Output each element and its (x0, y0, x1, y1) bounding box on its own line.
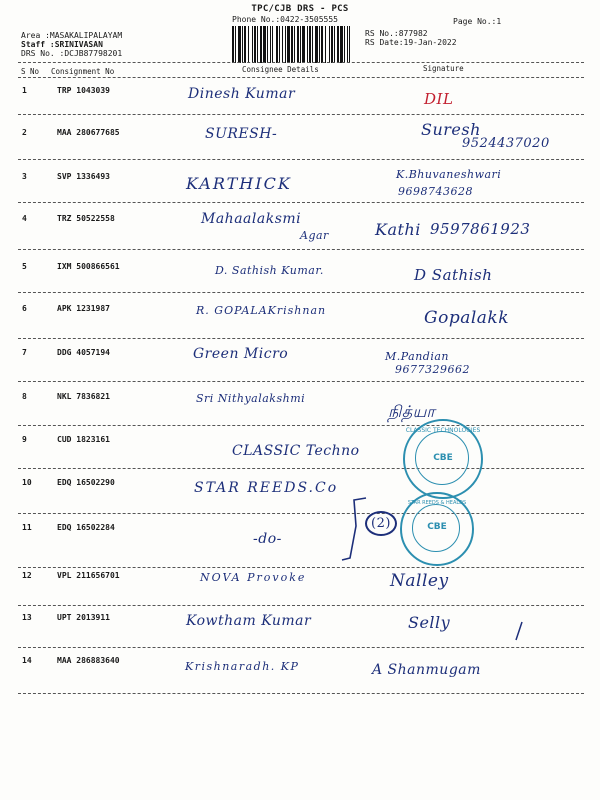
row-divider (18, 159, 584, 160)
table-row (0, 571, 600, 611)
signature: A Shanmugam (372, 662, 481, 678)
barcode-bar (291, 26, 293, 63)
signature: Selly (408, 613, 451, 632)
page-number: Page No.:1 (453, 17, 502, 26)
barcode-bar (347, 26, 348, 63)
row-sno: 8 (22, 392, 27, 401)
barcode-bar (312, 26, 313, 63)
table-row (0, 392, 600, 432)
signature: DIL (424, 90, 454, 108)
signature: Kathi (375, 220, 421, 239)
barcode-bar (260, 26, 262, 63)
consignee-name: Sri Nithyalakshmi (196, 392, 306, 405)
table-row (0, 656, 600, 696)
stamp-center: CBE (433, 453, 453, 463)
barcode-bar (244, 26, 246, 63)
row-consignment: TRP 1043039 (57, 86, 110, 95)
row-consignment: NKL 7836821 (57, 392, 110, 401)
consignee-name: D. Sathish Kumar. (215, 264, 324, 277)
signature-note: 9597861923 (430, 220, 531, 238)
barcode-bar (344, 26, 345, 63)
row-divider (18, 425, 584, 426)
column-header-sno: S No (21, 67, 40, 76)
handwritten-bracket (340, 496, 380, 566)
rs-date: RS Date:19-Jan-2022 (365, 38, 457, 47)
barcode-bar (300, 26, 301, 63)
document-title: TPC/CJB DRS - PCS (251, 4, 349, 14)
barcode-bar (267, 26, 268, 63)
barcode-bar (325, 26, 326, 63)
stamp-center: CBE (427, 522, 447, 532)
consignee-name-line2: Agar (300, 229, 329, 242)
consignee-name: Mahaalaksmi (201, 211, 302, 227)
barcode-bar (302, 26, 305, 63)
barcode-bar (238, 26, 241, 63)
row-consignment: UPT 2013911 (57, 613, 110, 622)
row-sno: 2 (22, 128, 27, 137)
row-consignment: TRZ 50522558 (57, 214, 115, 223)
barcode-bar (340, 26, 343, 63)
signature: Suresh (421, 120, 481, 139)
handwritten-mark (512, 620, 526, 644)
consignee-name: SURESH- (205, 126, 278, 142)
barcode-bar (294, 26, 295, 63)
drs-number: DRS No. :DCJB87798201 (21, 49, 123, 58)
consignee-name: CLASSIC Techno (232, 443, 360, 459)
row-divider (18, 468, 584, 469)
table-row (0, 516, 600, 563)
barcode-bar (232, 26, 234, 63)
consignee-name: NOVA Provoke (200, 571, 307, 584)
company-stamp-star-reeds (400, 492, 474, 566)
row-consignment: CUD 1823161 (57, 435, 110, 444)
barcode-bar (242, 26, 243, 63)
barcode-bar (329, 26, 330, 63)
consignee-name: -do- (253, 531, 282, 547)
row-divider (18, 202, 584, 203)
consignee-name: Green Micro (193, 346, 289, 362)
table-row (0, 262, 600, 302)
row-divider (18, 605, 584, 606)
signature-note: 9524437020 (462, 136, 550, 151)
row-sno: 1 (22, 86, 27, 95)
row-consignment: IXM 500866561 (57, 262, 120, 271)
signature-note: 9677329662 (395, 363, 470, 376)
barcode-bar (252, 26, 253, 63)
barcode-bar (319, 26, 320, 63)
column-header-consignment: Consignment No (51, 67, 115, 76)
stamp-text: CLASSIC TECHNOLOGIES (405, 427, 481, 434)
row-sno: 12 (22, 571, 32, 580)
barcode-bar (321, 26, 323, 63)
table-row (0, 211, 600, 254)
row-divider (18, 114, 584, 115)
row-divider (18, 693, 584, 694)
column-header-signature: Signature (423, 64, 464, 73)
row-consignment: SVP 1336493 (57, 172, 110, 181)
row-consignment: EDQ 16502290 (57, 478, 115, 487)
barcode-bar (309, 26, 311, 63)
barcode-bar (254, 26, 256, 63)
signature: K.Bhuvaneshwari (396, 168, 502, 181)
row-sno: 9 (22, 435, 27, 444)
phone-number: Phone No.:0422-3505555 (232, 15, 338, 24)
row-consignment: APK 1231987 (57, 304, 110, 313)
barcode-bar (287, 26, 290, 63)
barcode-bar (257, 26, 258, 63)
barcode (231, 26, 354, 63)
signature: M.Pandian (385, 350, 450, 363)
signature: Gopalakk (424, 308, 510, 328)
table-row (0, 435, 600, 475)
row-divider (18, 647, 584, 648)
row-divider (18, 292, 584, 293)
row-divider (18, 513, 584, 514)
row-sno: 14 (22, 656, 32, 665)
barcode-bar (307, 26, 308, 63)
row-sno: 6 (22, 304, 27, 313)
row-sno: 5 (22, 262, 27, 271)
barcode-bar (279, 26, 280, 63)
row-consignment: VPL 211656701 (57, 571, 120, 580)
header-divider-bottom (18, 77, 584, 78)
table-row (0, 120, 600, 168)
row-divider (18, 381, 584, 382)
consignee-name: STAR REEDS.Co (194, 480, 339, 496)
row-sno: 4 (22, 214, 27, 223)
consignee-name: Dinesh Kumar (188, 86, 296, 102)
rs-number: RS No.:877982 (365, 29, 428, 38)
barcode-bar (285, 26, 286, 63)
signature-note: 9698743628 (398, 185, 473, 198)
company-stamp-classic (403, 419, 483, 499)
column-header-consignee: Consignee Details (242, 65, 319, 74)
row-sno: 7 (22, 348, 27, 357)
consignee-name: R. GOPALAKrishnan (196, 304, 327, 317)
barcode-bar (282, 26, 283, 63)
barcode-bar (337, 26, 339, 63)
barcode-bar (331, 26, 333, 63)
header-divider-top (18, 62, 584, 63)
table-row (0, 86, 600, 126)
barcode-bar (272, 26, 273, 63)
row-consignment: MAA 286883640 (57, 656, 120, 665)
barcode-bar (248, 26, 249, 63)
barcode-bar (263, 26, 266, 63)
table-row (0, 348, 600, 388)
barcode-bar (270, 26, 271, 63)
row-sno: 13 (22, 613, 32, 622)
signature: (2) (365, 511, 397, 536)
row-divider (18, 338, 584, 339)
consignee-name: KARTHICK (186, 174, 292, 193)
barcode-bar (297, 26, 299, 63)
barcode-bar (276, 26, 278, 63)
consignee-name: Krishnaradh. KP (185, 660, 300, 673)
row-consignment: EDQ 16502284 (57, 523, 115, 532)
area-label: Area :MASAKALIPALAYAM (21, 31, 123, 40)
table-row (0, 168, 600, 212)
barcode-bar (349, 26, 350, 63)
row-sno: 11 (22, 523, 32, 532)
row-sno: 10 (22, 478, 32, 487)
barcode-bar (334, 26, 335, 63)
row-consignment: MAA 280677685 (57, 128, 120, 137)
consignee-name: Kowtham Kumar (186, 613, 312, 629)
signature: Nalley (390, 571, 449, 591)
barcode-bar (235, 26, 236, 63)
table-row (0, 478, 600, 518)
barcode-bar (315, 26, 318, 63)
signature: D Sathish (414, 266, 493, 284)
stamp-text: STAR REEDS & HEALDS (407, 500, 467, 506)
row-divider (18, 567, 584, 568)
staff-label: Staff :SRINIVASAN (21, 40, 103, 49)
row-consignment: DDG 4057194 (57, 348, 110, 357)
signature: நித்யா (388, 402, 436, 421)
table-row (0, 613, 600, 653)
row-divider (18, 249, 584, 250)
row-sno: 3 (22, 172, 27, 181)
table-row (0, 304, 600, 344)
